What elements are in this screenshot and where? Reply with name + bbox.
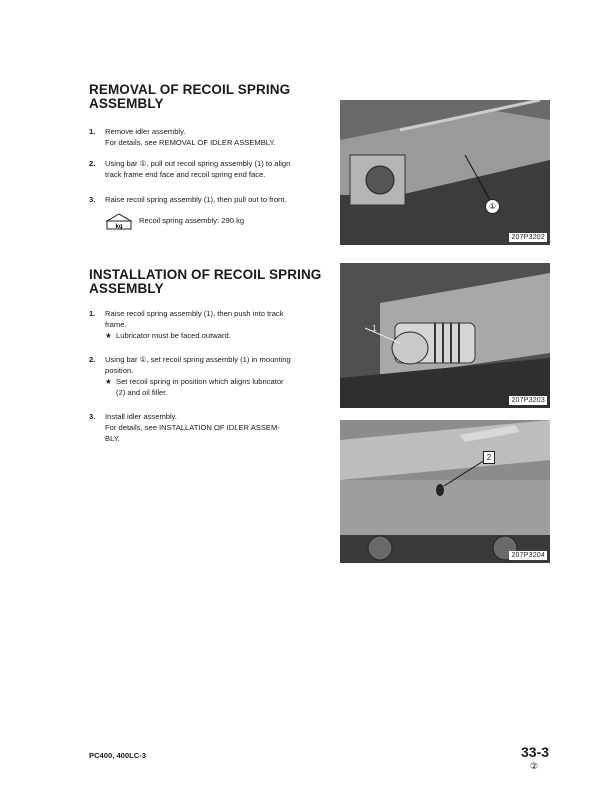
- installation-step-1-note: ★ Lubricator must be faced outward.: [105, 331, 231, 340]
- callout-part-1: 1: [372, 324, 377, 333]
- installation-heading: INSTALLATION OF RECOIL SPRING ASSEMBLY: [89, 267, 322, 296]
- weight-spec-text: Recoil spring assembly: 290 kg: [139, 216, 245, 225]
- photo-recoil-spring-installation: [340, 263, 550, 408]
- star-icon: ★: [105, 377, 112, 386]
- callout-lubricator-2: 2: [483, 451, 495, 464]
- photo-lubricator-illustration: [340, 420, 550, 563]
- weight-icon-label: kg: [115, 224, 123, 230]
- footer-model: PC400, 400LC-3: [89, 751, 146, 760]
- photo-lubricator-position: [340, 420, 550, 563]
- photo-recoil-spring-removal: [340, 100, 550, 245]
- page-revision: ②: [530, 761, 539, 771]
- figure-id: 207P3204: [511, 552, 545, 559]
- star-icon: ★: [105, 331, 112, 340]
- removal-heading: REMOVAL OF RECOIL SPRING ASSEMBLY: [89, 82, 291, 111]
- figure-id: 207P3202: [511, 234, 545, 241]
- page-number: 33-3: [521, 744, 550, 760]
- weight-icon: [106, 213, 132, 230]
- installation-step-2-note: ★ Set recoil spring in position which aligns lubricator (2) and oil filler.: [105, 377, 284, 397]
- photo-installation-illustration: [340, 263, 550, 408]
- figure-id: 207P3203: [511, 397, 545, 404]
- photo-removal-illustration: [340, 100, 550, 245]
- callout-bar-1: ①: [485, 199, 500, 214]
